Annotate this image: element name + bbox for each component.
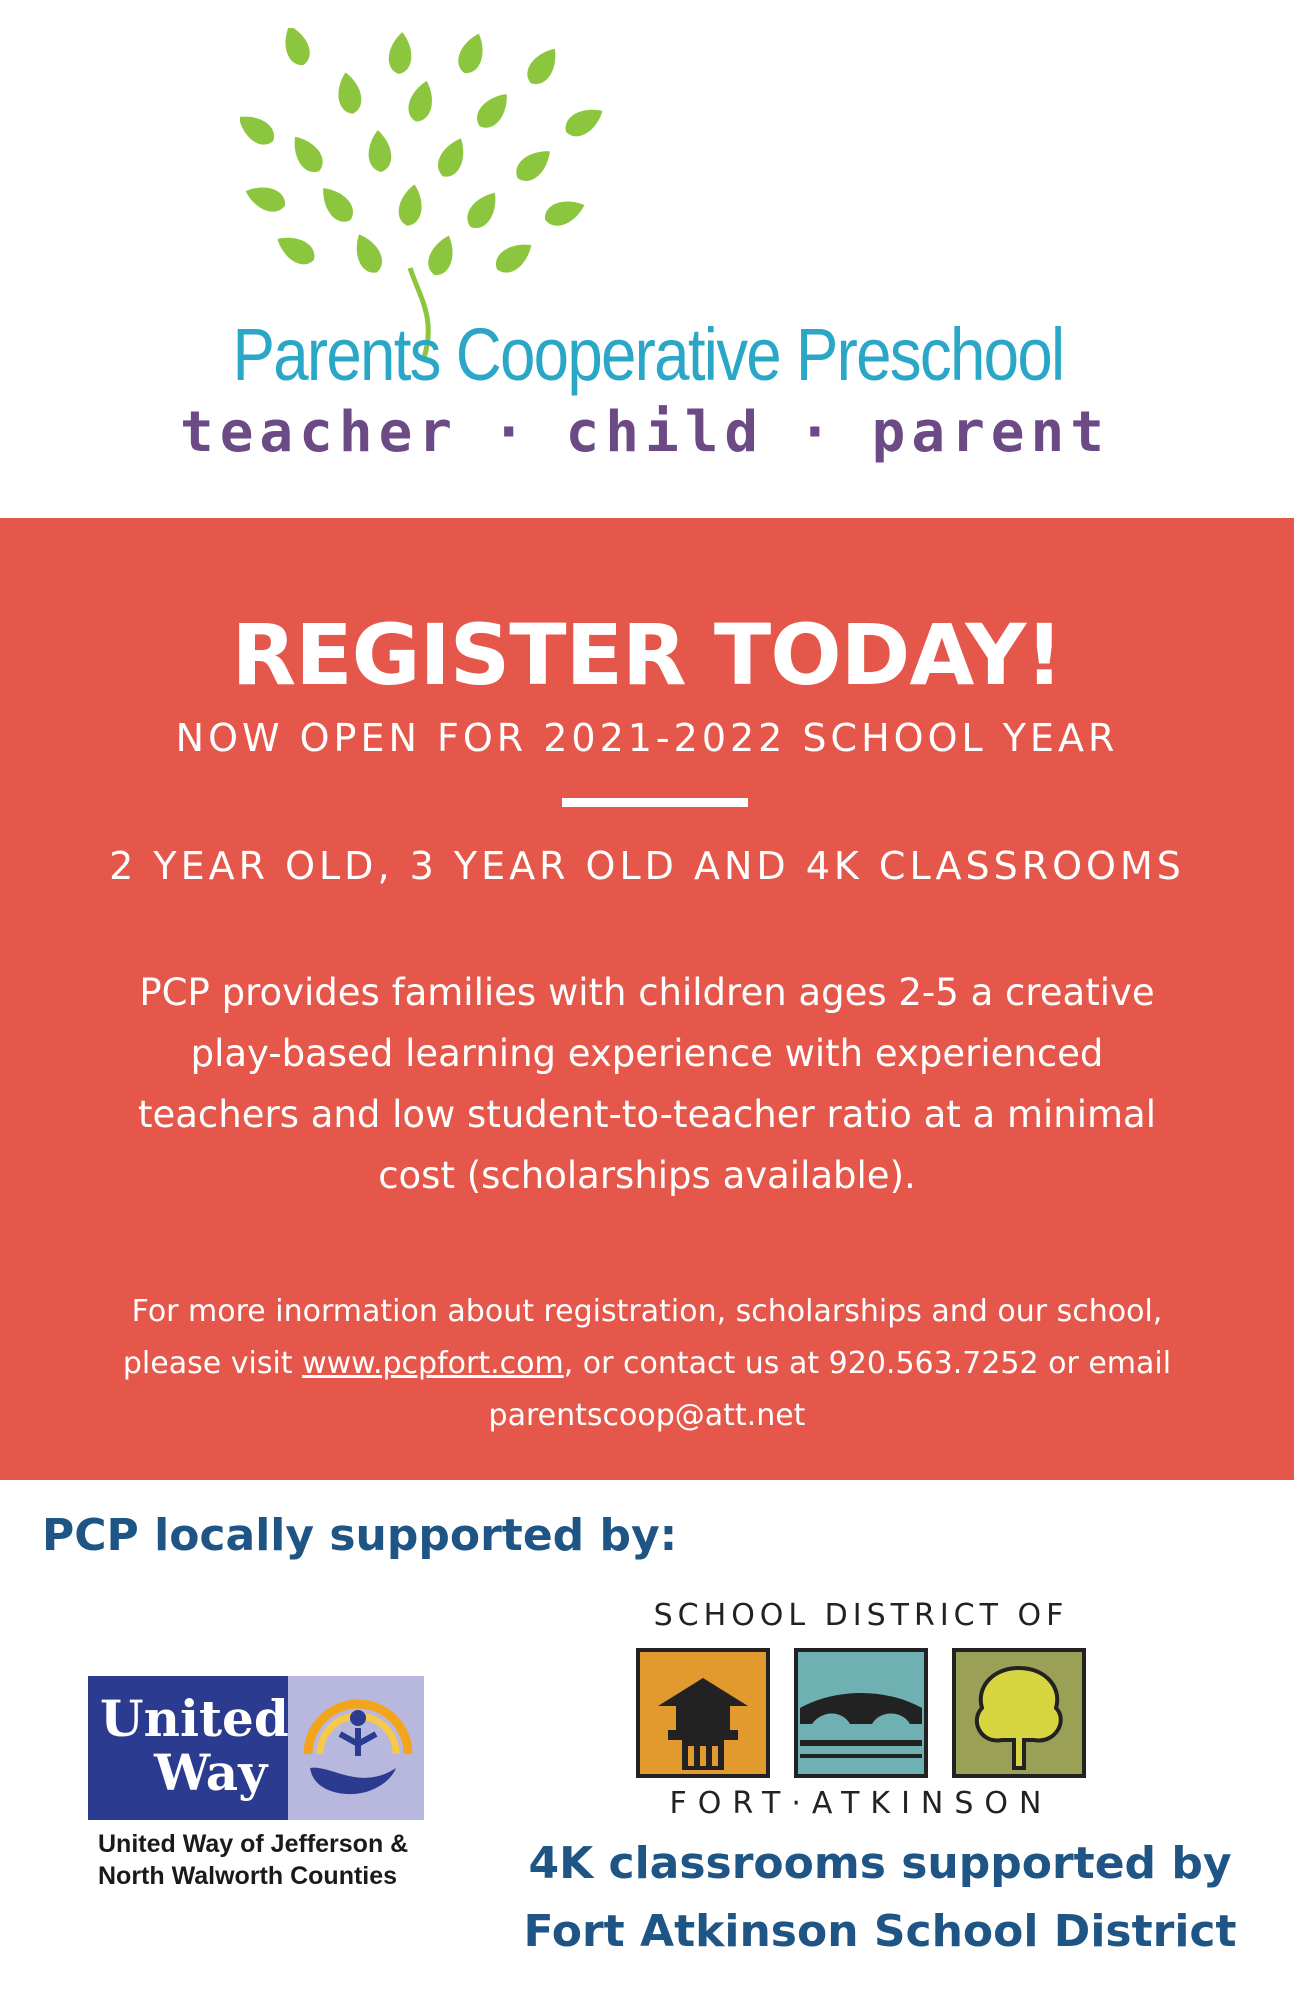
school-district-top-text: SCHOOL DISTRICT OF: [653, 1598, 1069, 1633]
divider: [562, 798, 748, 807]
classrooms-line: 2 YEAR OLD, 3 YEAR OLD AND 4K CLASSROOMS: [109, 844, 1185, 888]
subhead: NOW OPEN FOR 2021-2022 SCHOOL YEAR: [175, 716, 1119, 760]
united-way-wordmark: [88, 1676, 288, 1820]
header: [0, 0, 1294, 518]
school-district-bottom-text: FORT·ATKINSON: [669, 1786, 1053, 1821]
united-way-caption-line1: United Way of Jefferson &: [98, 1830, 409, 1858]
united-way-caption: [98, 1828, 458, 1892]
tagline-dot: ·: [491, 400, 532, 465]
description: PCP provides families with children ages 2-5 a creative play-based learning experience with experienced teachers and low student-to-teacher ratio at a minimal cost (scholarships available).: [137, 971, 1156, 1197]
united-way-caption-line2: North Walworth Counties: [98, 1862, 398, 1890]
k4-support-line2: Fort Atkinson School District: [523, 1906, 1237, 1957]
logo-name: Parents Cooperative Preschool: [232, 313, 1064, 396]
contact-text: For more inormation about registration, scholarships and our school, please visit: [122, 1294, 1163, 1381]
contact-text-2: , or contact us at 920.563.7252 or email parentscoop@att.net: [488, 1346, 1172, 1433]
website-link[interactable]: www.pcpfort.com: [302, 1346, 564, 1381]
tagline-parent: parent: [871, 400, 1110, 465]
tagline-dot: ·: [798, 400, 838, 465]
united-way-line1: United: [100, 1689, 289, 1748]
logo-tagline: [180, 400, 1110, 465]
united-way-line2: Way: [154, 1743, 268, 1802]
registration-banner: [0, 518, 1294, 1480]
united-way-logo: [88, 1676, 424, 1820]
supporters-title: PCP locally supported by:: [42, 1510, 678, 1561]
tree-logo-icon: [240, 28, 620, 358]
k4-support-line1: 4K classrooms supported by: [528, 1838, 1232, 1889]
united-way-emblem-icon: [300, 1684, 416, 1808]
school-district-logo-icon: [636, 1648, 1086, 1778]
tagline-teacher: teacher: [180, 400, 459, 465]
contact-info: [100, 1286, 1194, 1442]
tagline-child: child: [565, 400, 765, 465]
headline: REGISTER TODAY!: [231, 606, 1063, 704]
